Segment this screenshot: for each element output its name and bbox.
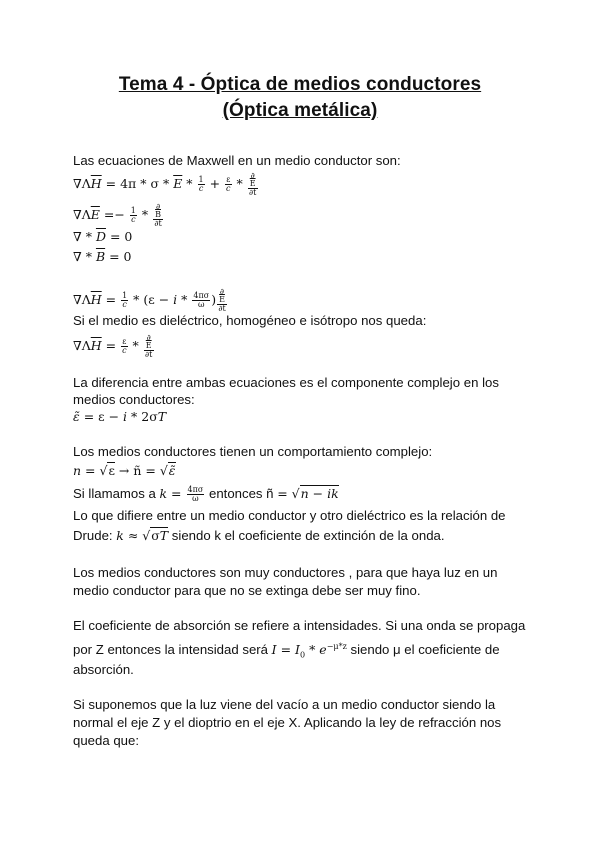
paragraph-difference-1: La diferencia entre ambas ecuaciones es el componente complejo en los (73, 375, 499, 390)
equation-ampere-dielectric: $\nabla\Lambda\overline{H}$ = $\frac{\varepsilon}{c}$ * ∂ $\overline{E}$ ∂t (73, 333, 153, 359)
equation-n-tilde: = √n − ik (277, 486, 339, 501)
paragraph-absorption-1: El coeficiente de absorción se refiere a intensidades. Si una onda se propaga (73, 618, 526, 633)
equation-gauss-b: ∇ * $\overline{B} = 0$ (73, 249, 132, 264)
paragraph-conductors-1: Los medios conductores son muy conductores , para que haya luz en un (73, 565, 498, 580)
text-drude-explanation: siendo k el coeficiente de extinción de la onda. (171, 528, 445, 543)
paragraph-refraction-3: queda que: (73, 733, 140, 748)
text-si-llamamos: Si llamamos a (73, 486, 156, 501)
text-intensidad: por Z entonces la intensidad será (73, 642, 268, 658)
equation-k: k = $\frac{4\pi\sigma}{\omega}$ (159, 485, 204, 503)
paragraph-drude-2 (73, 528, 445, 544)
equation-gauss-d: ∇ * $\overline{D} = 0$ (73, 229, 133, 244)
paragraph-drude-1: Lo que difiere entre un medio conductor y otro dieléctrico es la relación de (73, 508, 506, 523)
equation-faraday: $\nabla\Lambda\overline{E}$ =− $\frac{1}{c}$ * ∂ $\overline{B}$ ∂t (73, 202, 162, 228)
document-subtitle: (Óptica metálica) (222, 100, 378, 121)
paragraph-refraction-2: normal el eje Z y el dioptrio en el eje X. Aplicando la ley de refracción nos (73, 715, 502, 730)
equation-ampere: $\nabla\Lambda\overline{H} = 4\pi * \sigma * \overline{E}$ * $\frac{1}{c}$ + $\frac{\varepsilon}{c}$ * ∂ $\overline{E}$ ∂t (73, 171, 257, 197)
paragraph-absorption-3: absorción. (73, 662, 134, 677)
paragraph-absorption-2 (73, 639, 500, 664)
equation-intensity: $I = I_0 * e^{-\mu*z}$ (271, 642, 347, 660)
paragraph-complex-behaviour: Los medios conductores tienen un comportamiento complejo: (73, 444, 433, 459)
paragraph-conductors-2: medio conductor para que no se extinga debe ser muy fino. (73, 583, 421, 598)
paragraph-difference-2: medios conductores: (73, 392, 195, 407)
document-title: Tema 4 - Óptica de medios conductores (118, 74, 482, 95)
equation-ampere-complex: $\nabla\Lambda\overline{H}$ = $\frac{1}{c}$ * (ε − i * $\frac{4\pi\sigma}{\omega}$ ) ∂ $\overline{E}$ ∂t (73, 287, 226, 313)
text-drude: Drude: (73, 528, 113, 543)
text-mu: siendo μ el coeficiente de (350, 642, 500, 658)
paragraph-refraction-1: Si suponemos que la luz viene del vacío a un medio conductor siendo la (73, 697, 496, 712)
paragraph-k-definition (73, 486, 339, 503)
paragraph-maxwell-intro: Las ecuaciones de Maxwell en un medio conductor son: (73, 153, 401, 168)
paragraph-dielectric: Si el medio es dieléctrico, homogéneo e isótropo nos queda: (73, 313, 427, 328)
equation-drude: k ≈ √σT (116, 528, 169, 543)
text-entonces: entonces ñ (208, 486, 274, 501)
equation-complex-epsilon: ε̃ = ε − i * 2σT (73, 409, 167, 424)
equation-refractive-index: n = √ε → ñ = √ε̃ (73, 463, 176, 478)
